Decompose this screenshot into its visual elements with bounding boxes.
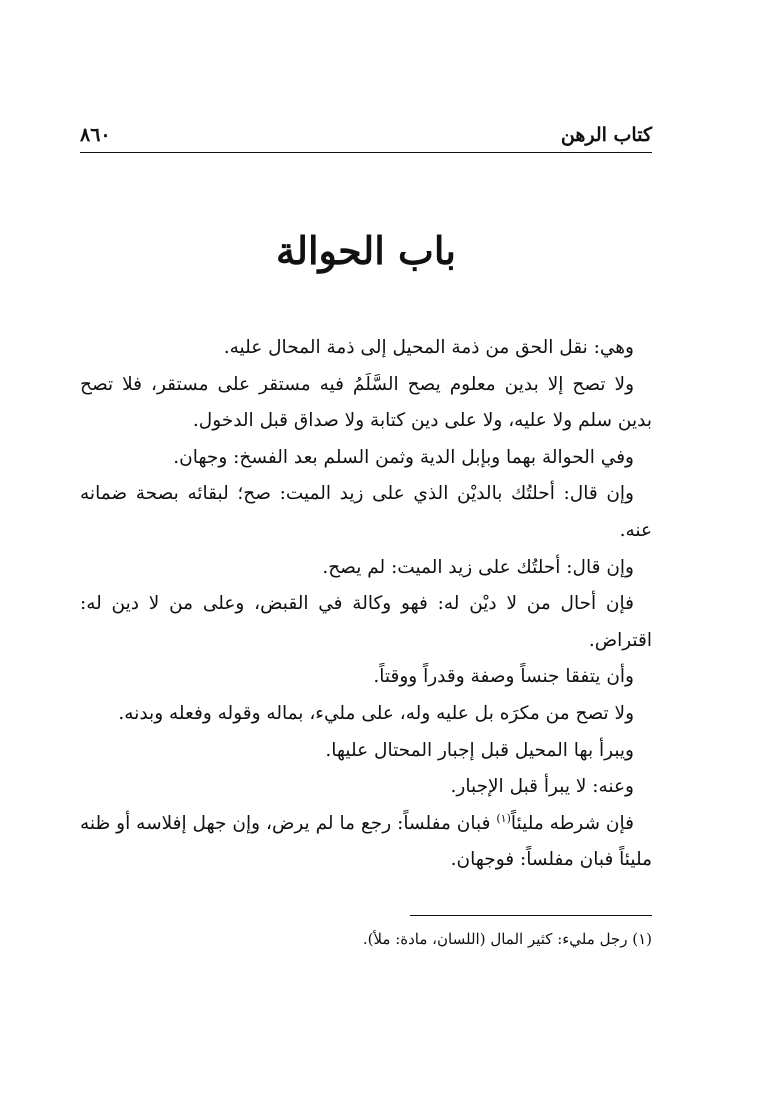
paragraph: ولا تصح إلا بدين معلوم يصح السَّلَمُ فيه مستقر على مستقر، فلا تصح بدين سلم ولا عليه، ولا على دين كتابة ولا صداق قبل الدخول. bbox=[80, 373, 652, 432]
paragraph: ولا تصح من مكرَه بل عليه وله، على مليء، بماله وقوله وفعله وبدنه. bbox=[118, 702, 634, 724]
chapter-title: باب الحوالة bbox=[276, 228, 456, 273]
paragraph: وهي: نقل الحق من ذمة المحيل إلى ذمة المحال عليه. bbox=[223, 337, 634, 358]
body-text bbox=[80, 330, 652, 879]
paragraph-text: فبان مفلساً: رجع ما لم يرض، وإن جهل إفلاسه أو ظنه مليئاً فبان مفلساً: فوجهان. bbox=[80, 812, 652, 871]
footnote: (١) رجل مليء: كثير المال (اللسان، مادة: ملأ). bbox=[362, 930, 652, 948]
paragraph: ويبرأ بها المحيل قبل إجبار المحتال عليها. bbox=[325, 739, 634, 761]
paragraph: وعنه: لا يبرأ قبل الإجبار. bbox=[450, 776, 634, 798]
running-book-title: كتاب الرهن bbox=[560, 124, 652, 146]
page-number: ٨٦٠ bbox=[80, 124, 111, 146]
paragraph: وإن قال: أحلتُك على زيد الميت: لم يصح. bbox=[322, 556, 634, 578]
paragraph-text: فإن شرطه مليئاً bbox=[510, 812, 634, 834]
page-header bbox=[80, 118, 652, 153]
footnote-reference[interactable]: (١) bbox=[496, 811, 511, 825]
paragraph: وفي الحوالة بهما وبإبل الدية وثمن السلم بعد الفسخ: وجهان. bbox=[173, 446, 634, 468]
paragraph-with-footnote bbox=[80, 806, 652, 879]
paragraph: وأن يتفقا جنساً وصفة وقدراً ووقتاً. bbox=[373, 666, 634, 688]
paragraph: فإن أحال من لا ديْن له: فهو وكالة في القبض، وعلى من لا دين له: اقتراض. bbox=[80, 593, 652, 651]
footnote-divider bbox=[410, 915, 652, 916]
paragraph: وإن قال: أحلتُك بالديْن الذي على زيد الميت: صح؛ لبقائه بصحة ضمانه عنه. bbox=[80, 483, 652, 541]
